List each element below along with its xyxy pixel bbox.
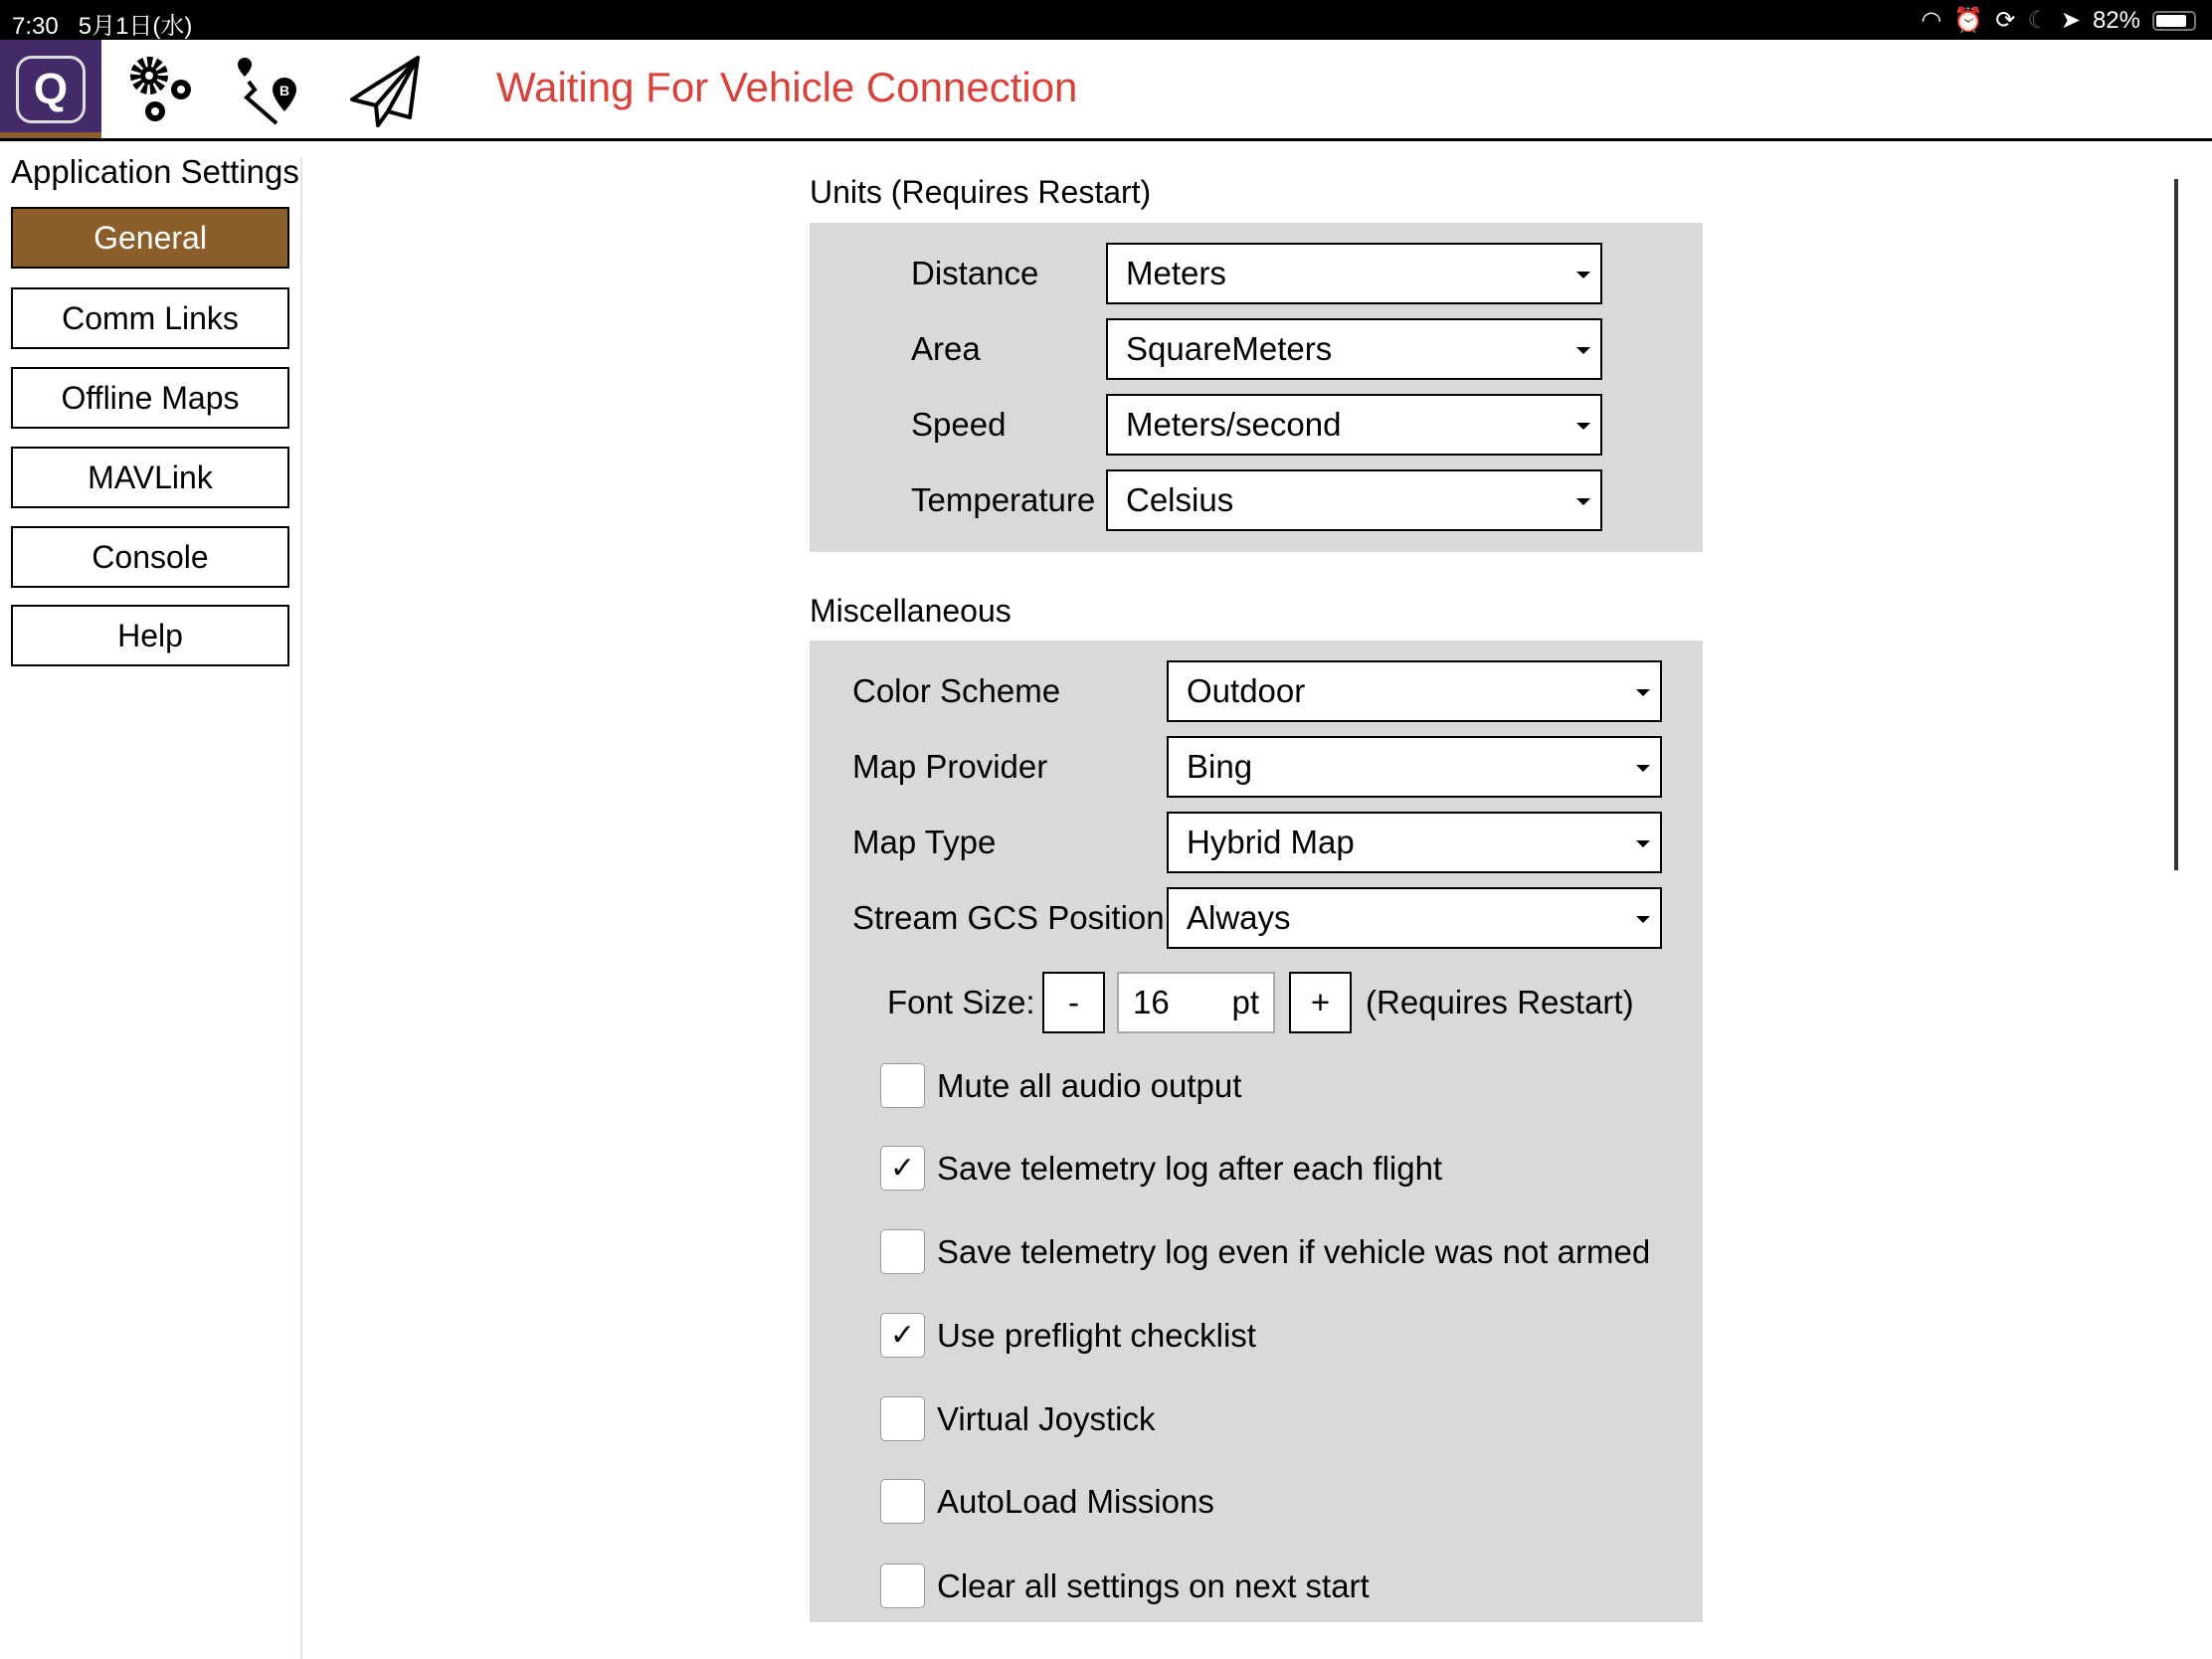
sidebar-item-comm-links[interactable]: Comm Links bbox=[11, 287, 289, 349]
status-time bbox=[12, 6, 192, 41]
sidebar-item-help[interactable]: Help bbox=[11, 605, 289, 666]
dropdown-arrow-icon bbox=[1576, 498, 1590, 505]
distance-select[interactable] bbox=[1106, 243, 1602, 304]
save-telemetry-label: Save telemetry log after each flight bbox=[937, 1150, 1443, 1187]
font-size-increase-button[interactable]: + bbox=[1289, 972, 1352, 1033]
location-icon: ➤ bbox=[2060, 7, 2081, 34]
status-bar bbox=[0, 0, 2212, 40]
color-scheme-value: Outdoor bbox=[1187, 672, 1306, 709]
save-telemetry-unarmed-label: Save telemetry log even if vehicle was not armed bbox=[937, 1233, 1651, 1270]
map-type-select[interactable] bbox=[1167, 812, 1662, 873]
dropdown-arrow-icon bbox=[1636, 689, 1650, 696]
virtual-joystick-checkbox[interactable] bbox=[880, 1396, 925, 1441]
fly-paper-plane-icon[interactable] bbox=[348, 54, 422, 127]
sidebar-item-mavlink[interactable]: MAVLink bbox=[11, 447, 289, 508]
alarm-icon: ⏰ bbox=[1953, 7, 1984, 34]
color-scheme-label: Color Scheme bbox=[852, 672, 1061, 709]
speed-label: Speed bbox=[911, 406, 1007, 443]
save-telemetry-unarmed-checkbox[interactable] bbox=[880, 1229, 925, 1274]
speed-select[interactable] bbox=[1106, 394, 1602, 456]
dropdown-arrow-icon bbox=[1636, 840, 1650, 847]
font-size-restart-note: (Requires Restart) bbox=[1366, 984, 1634, 1020]
clear-settings-label: Clear all settings on next start bbox=[937, 1567, 1370, 1604]
battery-icon bbox=[2152, 11, 2196, 31]
sidebar-item-general[interactable]: General bbox=[11, 207, 289, 269]
font-size-value: 16 bbox=[1133, 984, 1170, 1020]
dropdown-arrow-icon bbox=[1576, 423, 1590, 430]
map-provider-value: Bing bbox=[1187, 748, 1253, 785]
preflight-checklist-checkbox[interactable]: ✓ bbox=[880, 1313, 925, 1358]
mute-audio-label: Mute all audio output bbox=[937, 1067, 1242, 1104]
autoload-missions-label: AutoLoad Missions bbox=[937, 1483, 1214, 1520]
preflight-checklist-label: Use preflight checklist bbox=[937, 1317, 1256, 1354]
stream-gcs-position-value: Always bbox=[1187, 899, 1291, 936]
dropdown-arrow-icon bbox=[1636, 765, 1650, 772]
sidebar-title: Application Settings bbox=[11, 153, 299, 190]
scrollbar[interactable] bbox=[2174, 179, 2178, 870]
area-value: SquareMeters bbox=[1126, 330, 1333, 367]
save-telemetry-checkbox[interactable]: ✓ bbox=[880, 1146, 925, 1191]
toolbar bbox=[0, 40, 2212, 141]
qgc-logo-button[interactable] bbox=[0, 40, 101, 138]
units-section-title: Units (Requires Restart) bbox=[810, 174, 1152, 210]
misc-section-title: Miscellaneous bbox=[810, 593, 1012, 629]
dropdown-arrow-icon bbox=[1636, 916, 1650, 923]
temperature-select[interactable] bbox=[1106, 469, 1602, 531]
temperature-value: Celsius bbox=[1126, 481, 1234, 518]
mute-audio-checkbox[interactable] bbox=[880, 1063, 925, 1108]
autoload-missions-checkbox[interactable] bbox=[880, 1479, 925, 1524]
map-type-label: Map Type bbox=[852, 824, 997, 860]
wifi-icon: ◠ bbox=[1921, 7, 1942, 34]
status-right bbox=[1921, 6, 2196, 35]
dropdown-arrow-icon bbox=[1576, 347, 1590, 354]
font-size-unit: pt bbox=[1231, 984, 1259, 1020]
rotation-lock-icon: ⟳ bbox=[1995, 7, 2016, 34]
settings-gears-icon[interactable] bbox=[125, 54, 199, 127]
connection-status-title: Waiting For Vehicle Connection bbox=[496, 64, 1078, 110]
temperature-label: Temperature bbox=[911, 481, 1096, 518]
distance-value: Meters bbox=[1126, 255, 1226, 291]
map-provider-select[interactable] bbox=[1167, 736, 1662, 798]
time: 7:30 bbox=[12, 13, 59, 40]
qgc-logo-icon: Q bbox=[16, 56, 86, 123]
area-label: Area bbox=[911, 330, 981, 367]
font-size-input[interactable] bbox=[1117, 972, 1275, 1033]
stream-gcs-position-select[interactable] bbox=[1167, 887, 1662, 949]
area-select[interactable] bbox=[1106, 318, 1602, 380]
virtual-joystick-label: Virtual Joystick bbox=[937, 1400, 1156, 1437]
map-type-value: Hybrid Map bbox=[1187, 824, 1355, 860]
clear-settings-checkbox[interactable] bbox=[880, 1564, 925, 1608]
speed-value: Meters/second bbox=[1126, 406, 1342, 443]
sidebar-divider bbox=[300, 158, 302, 1659]
sidebar-item-console[interactable]: Console bbox=[11, 526, 289, 588]
stream-gcs-position-label: Stream GCS Position bbox=[852, 899, 1165, 936]
svg-text:B: B bbox=[279, 83, 290, 98]
plan-route-icon[interactable] bbox=[235, 54, 308, 127]
sidebar-item-offline-maps[interactable]: Offline Maps bbox=[11, 367, 289, 429]
map-provider-label: Map Provider bbox=[852, 748, 1048, 785]
dropdown-arrow-icon bbox=[1576, 272, 1590, 278]
battery-percent: 82% bbox=[2092, 6, 2140, 34]
distance-label: Distance bbox=[911, 255, 1039, 291]
date: 5月1日(水) bbox=[78, 13, 193, 40]
font-size-decrease-button[interactable]: - bbox=[1042, 972, 1105, 1033]
font-size-label: Font Size: bbox=[887, 984, 1035, 1020]
moon-icon: ☾ bbox=[2027, 7, 2049, 34]
color-scheme-select[interactable] bbox=[1167, 660, 1662, 722]
